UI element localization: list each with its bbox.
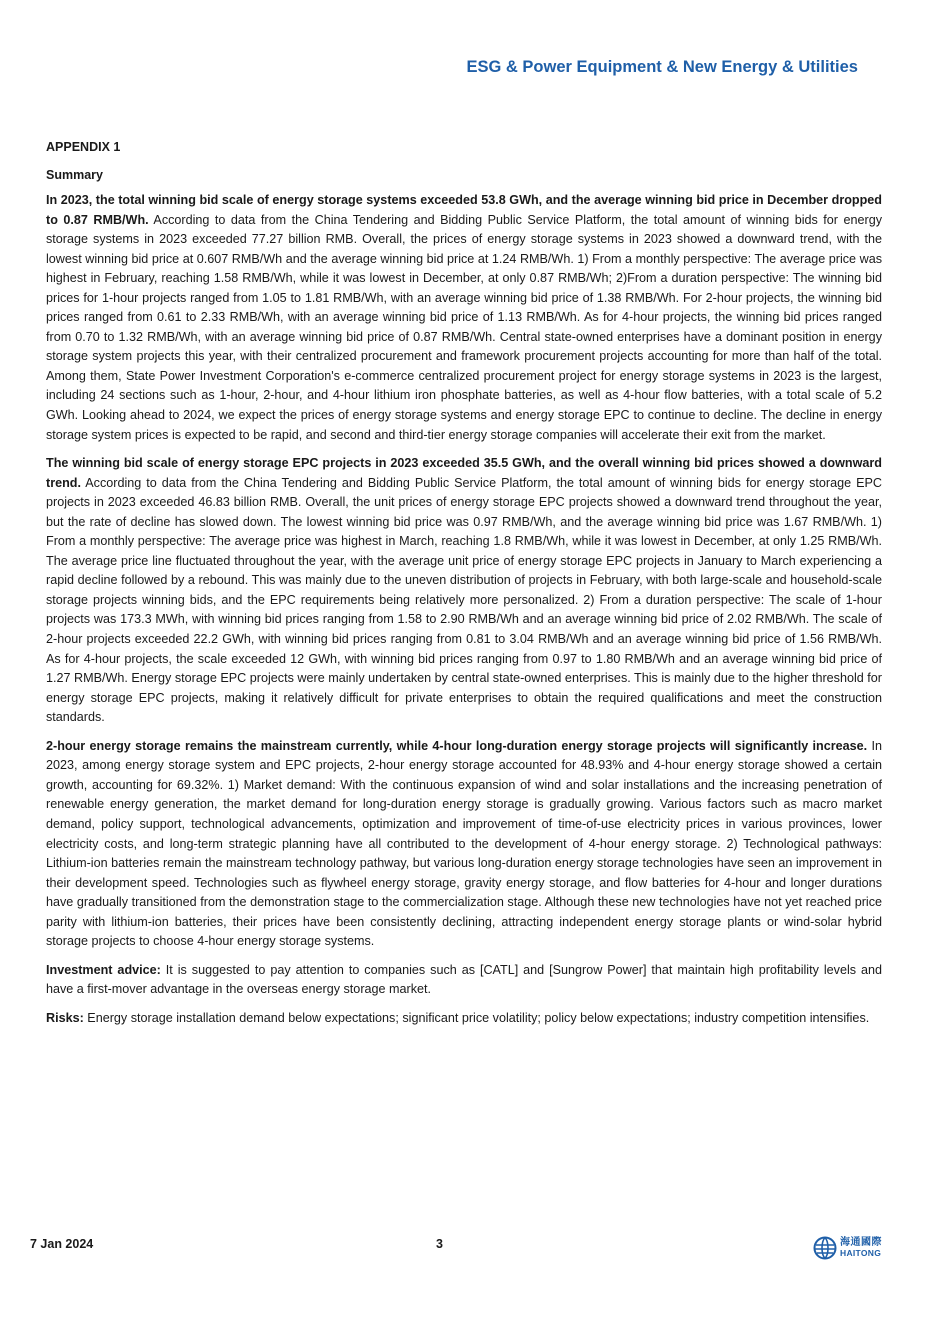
paragraph-lead: Risks: — [46, 1010, 84, 1025]
appendix-label: APPENDIX 1 — [46, 140, 121, 154]
logo-chinese-name: 海通國際 — [840, 1237, 882, 1248]
paragraph-lead: Investment advice: — [46, 962, 161, 977]
footer-date: 7 Jan 2024 — [30, 1237, 94, 1251]
document-body — [46, 140, 882, 1037]
haitong-globe-icon — [813, 1236, 837, 1260]
paragraph-body: According to data from the China Tendering and Bidding Public Service Platform, the total amount of winning bids for energy storage EPC projects in 2023 exceeded 46.83 billion RMB. Overall, the unit prices of energy storage EPC projects showed a downward trend throughout the year, but the rate of decline has slowed down. The lowest winning bid price was 0.97 RMB/Wh, and the average winning bid price was 1.67 RMB/Wh. 1) From a monthly perspective: The average price was highest in March, reaching 1.8 RMB/Wh, while it was lowest in December, at only 1.25 RMB/Wh. The average price line fluctuated throughout the year, with the average unit price of energy storage EPC projects in January to March experiencing a rapid decline followed by a rebound. This was mainly due to the uneven distribution of projects in February, with both large-scale and household-scale storage projects winning bids, and the EPC requirements being relatively more personalized. 2) From a duration perspective: The scale of 1-hour projects was 173.3 MWh, with winning bid prices ranging from 1.58 to 2.90 RMB/Wh and an average winning bid price of 2.02 RMB/Wh. The scale of 2-hour projects exceeded 22.2 GWh, with winning bid prices ranging from 0.81 to 3.04 RMB/Wh and an average winning bid price of 1.56 RMB/Wh. As for 4-hour projects, the scale exceeded 12 GWh, with winning bid prices ranging from 0.97 to 1.80 RMB/Wh and an average winning bid price of 1.27 RMB/Wh. Energy storage EPC projects were mainly undertaken by central state-owned enterprises. This is mainly due to the higher threshold for energy storage EPC projects, making it relatively difficult for private enterprises to obtain the required qualifications and meet the construction standards. — [46, 475, 882, 725]
header-title: ESG & Power Equipment & New Energy & Utilities — [466, 58, 858, 76]
paragraph-body: Energy storage installation demand below expectations; significant price volatility; policy below expectations; industry competition intensifies. — [83, 1010, 870, 1025]
haitong-logo — [813, 1236, 882, 1260]
logo-text — [840, 1238, 882, 1258]
section-title: Summary — [46, 168, 103, 182]
paragraph-lead: In 2023, the total winning bid scale of energy storage systems exceeded 53.8 GWh, and the average winning bid price in December dropped to 0.87 RMB/Wh. — [46, 193, 882, 227]
page-number: 3 — [436, 1237, 443, 1251]
paragraph-investment-advice — [46, 961, 882, 1000]
paragraph-lead: 2-hour energy storage remains the mainstream currently, while 4-hour long-duration energy storage projects will significantly increase. — [46, 738, 868, 753]
paragraph-system-bids — [46, 191, 882, 445]
paragraph-epc-bids — [46, 454, 882, 728]
paragraph-body: According to data from the China Tendering and Bidding Public Service Platform, the total amount of winning bids for energy storage systems in 2023 exceeded 77.27 billion RMB. Overall, the prices of energy storage systems in 2023 showed a downward trend, with the lowest winning bid price at 0.607 RMB/Wh and the average winning bid price at 1.24 RMB/Wh. 1) From a monthly perspective: The average price was highest in February, reaching 1.58 RMB/Wh, while it was lowest in December, at only 0.87 RMB/Wh; 2)From a duration perspective: The winning bid prices for 1-hour projects ranged from 1.05 to 1.81 RMB/Wh, with an average winning bid price of 1.38 RMB/Wh. For 2-hour projects, the winning bid prices ranged from 0.61 to 2.33 RMB/Wh, with an average winning bid price of 1.13 RMB/Wh. As for 4-hour projects, the winning bid prices ranged from 0.70 to 1.32 RMB/Wh, with an average winning bid price of 0.87 RMB/Wh. Central state-owned enterprises have a dominant position in energy storage system projects this year, with their centralized procurement and framework procurement projects accounting for more than half of the total. Among them, State Power Investment Corporation's e-commerce centralized procurement project for energy storage systems in 2023 is the largest, including 24 sections such as 1-hour, 2-hour, and 4-hour lithium iron phosphate batteries, as well as 4-hour flow batteries, with a total scale of 5.2 GWh. Looking ahead to 2024, we expect the prices of energy storage systems and energy storage EPC to continue to decline. The decline in energy storage system prices is expected to be rapid, and second and third-tier energy storage companies will accelerate their exit from the market. — [46, 212, 882, 442]
paragraph-body: In 2023, among energy storage system and EPC projects, 2-hour energy storage accounted for 48.93% and 4-hour energy storage showed a certain growth, accounting for 69.32%. 1) Market demand: With the continuous expansion of wind and solar installations and the increasing penetration of renewable energy generation, the market demand for long-duration energy storage is gradually growing. Various factors such as macro market demand, policy support, technological advancements, optimization and improvement of time-of-use electricity prices in various provinces, lower electricity costs, and long-term strategic planning have all contributed to the development of 4-hour energy storage. 2) Technological pathways: Lithium-ion batteries remain the mainstream technology pathway, but various long-duration energy storage technologies have seen an improvement in their development speed. Technologies such as flywheel energy storage, gravity energy storage, and flow batteries for 4-hour and longer durations have gradually transitioned from the demonstration stage to the commercialization stage. Although these new technologies have not yet reached price parity with lithium-ion batteries, their prices have been consistently declining, attracting independent energy storage plants or wind-solar hybrid storage projects to choose 4-hour energy storage systems. — [46, 738, 882, 949]
paragraph-body: It is suggested to pay attention to companies such as [CATL] and [Sungrow Power] that maintain high profitability levels and have a first-mover advantage in the overseas energy storage market. — [46, 962, 882, 997]
paragraph-lead: The winning bid scale of energy storage EPC projects in 2023 exceeded 35.5 GWh, and the overall winning bid prices showed a downward trend. — [46, 456, 882, 490]
paragraph-duration-trend — [46, 737, 882, 952]
logo-english-name: HAITONG — [840, 1248, 882, 1258]
paragraph-risks — [46, 1009, 882, 1029]
